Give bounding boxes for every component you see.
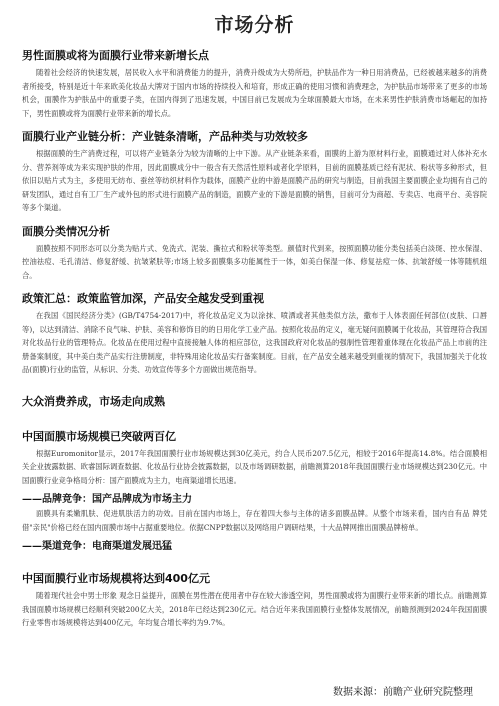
section-heading-industry-chain: 面膜行业产业链分析：产业链条清晰，产品种类与功效较多: [22, 130, 308, 143]
section-heading-forecast: 中国面膜行业市场规模将达到400亿元: [22, 572, 210, 585]
section-paragraph: 随着社会经济的快速发展，居民收入水平和消费能力的提升，消费升级成为大势所趋，护肤品作为一种日用消费品，已经被越来越多的消费者所接受，特别是近十年来欧美化妆品大牌对于国内市场的持续投入和培育，形成正确的使用习惯和消费理念，为护肤品市场带来了更多的市场机会，面膜作为护肤品中的重要子类，在国内得到了迅速发展，中国目前已发展成为全球面膜最大市场，在未来男性护肤消费市场崛起的加持下，男性面膜或将为面膜行业带来新的增长点。: [22, 68, 487, 118]
section-heading-male-mask: 男性面膜或将为面膜行业带来新增长点: [22, 49, 209, 62]
section-paragraph: 面膜按照不同形态可以分类为贴片式、免洗式、泥装、撕拉式和粉状等类型。颜值时代到来，按照面膜功能分类包括美白淡斑、控水保湿、控油祛痘、毛孔清洁、修复舒缓、抗皱紧肤等;市场上较多面膜集多功能属性于一体，如美白保湿一体、修复祛痘一体、抗皱舒缓一体等随机组合。: [22, 243, 487, 280]
subsection-heading-brand: ——品牌竞争：国产品牌成为市场主力: [22, 494, 192, 505]
section-paragraph: 随着现代社会中男士形象 观念日益提升，面膜在男性潜在使用者中存在较大渗透空间，男性面膜或将为面膜行业带来新的增长点。前瞻测算我国面膜市场规模已经顺利突破200亿大关，2018年已经达到230亿元。结合近年来我国面膜行业整体发展情况，前瞻预测到2024年我国面膜行业零售市场规模将达到400亿元，年均复合增长率约为9.7%。: [22, 591, 487, 627]
section-paragraph: 根据面膜的生产消费过程，可以将产业链条分为较为清晰的上中下游。从产业链条来看，面膜的上游为原材料行业，面膜通过对人体补充水分、营养剂等成为来实现护肤的作用，因此面膜成分中一般含有天然活性原料或者化学原料，目前的面膜基质已经有泥状、粉状等多种形式，但依旧以贴片式为主，多使用无纺布、蚕丝等纺织材料作为载体，面膜产业的中游是面膜产品的研究与制造，目前我国主要面膜企业均拥有自己的研发团队，通过自有工厂生产或外包的形式进行面膜产品的制造，面膜产业的下游是面膜的销售，目前可分为商超、专卖店、电商平台、美容院等多个渠道。: [22, 149, 487, 212]
section-paragraph: 在我国《国民经济分类》(GB/T4754-2017)中，将化妆品定义为以涂抹、喷洒或者其他类似方法，撒布于人体表面任何部位(皮肤、口唇等)，以达到清洁、消除不良气味、护肤、美容和修饰目的的日用化学工业产品。按照化妆品的定义，毫无疑问面膜属于化妆品，其管理符合我国对化妆品行业的管理特点。化妆品在使用过程中直接接触人体的相应部位，这我国政府对化妆品的强制性管理着重体现在化妆品产品上市前的注册备案制度，其中美白类产品实行注册制度，非特殊用途化妆品实行备案制度。目前，在产品安全越来越受到重视的情况下，我国加强关于化妆品(面膜)行业的监管，从标识、分类、功效宣传等多个方面做出规范指导。: [22, 311, 487, 374]
section-paragraph: 面膜具有柔嫩肌肤、促进肌肤活力的功效。目前在国内市场上，存在着四大参与主体的诸多面膜品牌。从整个市场来看，国内自有品 牌凭借"亲民"价格已经在国内面膜市场中占据重要地位。依据CNPP数据以及网络用户调研结果，十大品牌网推出面膜品牌榜单。: [22, 509, 487, 532]
section-heading-consumption: 大众消费养成，市场走向成熟: [22, 394, 165, 408]
section-heading-market-size: 中国面膜市场规模已突破两百亿: [22, 429, 176, 443]
page-title: 市场分析: [214, 14, 295, 36]
section-paragraph: 根据Euromonitor显示，2017年我国面膜行业市场规模达到30亿美元，约合人民币207.5亿元，相较于2016年提高14.8%。结合面膜相关企业披露数据、欧睿国际调查数据、化妆品行业协会披露数据，以及市场调研数据，前瞻测算2018年我国面膜行业市场规模达到230亿元。中国面膜行业竞争格局分析：国产面膜成为主力，电商渠道增长迅速。: [22, 448, 487, 485]
data-source: 数据来源：前瞻产业研究院整理: [333, 687, 473, 698]
section-heading-policy: 政策汇总：政策监管加深，产品安全越发受到重视: [22, 292, 264, 305]
section-heading-classification: 面膜分类情况分析: [22, 224, 110, 238]
subsection-heading-channel: ——渠道竞争：电商渠道发展迅猛: [22, 541, 172, 552]
